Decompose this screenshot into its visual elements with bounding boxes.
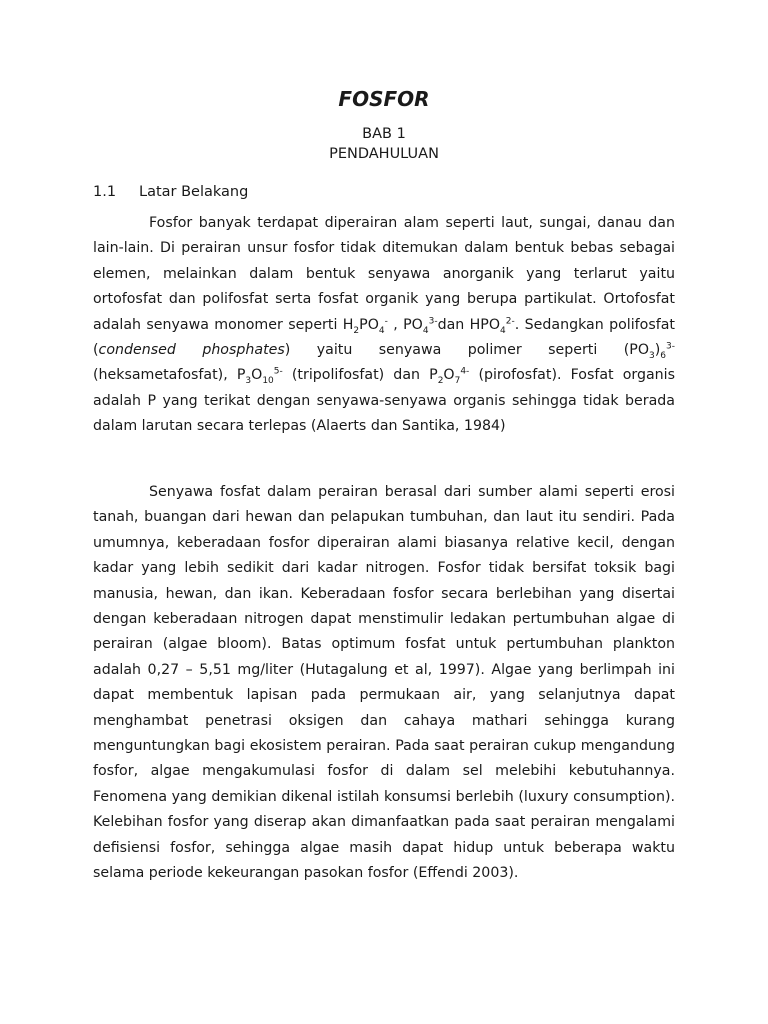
subscript: 10 bbox=[262, 376, 274, 387]
subscript: 6 bbox=[660, 350, 667, 361]
section-heading bbox=[93, 182, 248, 202]
paragraph-text: ) bbox=[654, 342, 661, 359]
subscript: 4 bbox=[378, 325, 385, 336]
paragraph-text: O bbox=[251, 367, 263, 384]
paragraph-text: (heksametafosfat), P bbox=[93, 367, 246, 384]
paragraph-text: . Sedangkan polifosfat ( bbox=[93, 316, 675, 359]
subscript: 2 bbox=[353, 325, 360, 336]
italic-term: condensed phosphates bbox=[98, 342, 285, 359]
chapter-title: PENDAHULUAN bbox=[329, 146, 439, 162]
paragraph-text: (pirofosfat). Fosfat organis adalah P yang terikat dengan senyawa-senyawa organis sehingga tidak berada dalam larutan secara terlepas (Alaerts dan Santika, 1984) bbox=[93, 367, 676, 435]
paragraph-text: (tripolifosfat) dan P bbox=[282, 367, 438, 384]
document-title: FOSFOR bbox=[338, 87, 430, 111]
paragraph-text: O bbox=[443, 367, 455, 384]
subscript: 3 bbox=[245, 376, 252, 387]
superscript: 4- bbox=[460, 366, 470, 377]
paragraph-text: ) yaitu senyawa polimer seperti (PO bbox=[284, 342, 649, 359]
paragraph-text: Fosfor banyak terdapat diperairan alam seperti laut, sungai, danau dan lain-lain. Di perairan unsur fosfor tidak ditemukan dalam bentuk bebas sebagai elemen, melainkan dalam bentuk senyawa anorganik yang terlarut yaitu ortofosfat dan polifosfat serta fosfat organik yang berupa partikulat. Ortofosfat adalah senyawa monomer seperti H bbox=[93, 215, 675, 333]
superscript: 2- bbox=[505, 315, 515, 326]
superscript: 5- bbox=[273, 366, 283, 377]
paragraph-text: Senyawa fosfat dalam perairan berasal dari sumber alami seperti erosi tanah, buangan dari hewan dan pelapukan tumbuhan, dan laut itu sendiri. Pada umumnya, keberadaan fosfor diperairan alami biasanya relative kecil, dengan kadar yang lebih sedikit dari kadar nitrogen. Fosfor tidak bersifat toksik bagi manusia, hewan, dan ikan. Keberadaan fosfor secara berlebihan yang disertai dengan keberadaan nitrogen dapat menstimulir ledakan pertumbuhan algae di perairan (algae bloom). Batas optimum fosfat untuk pertumbuhan plankton adalah 0,27 – 5,51 mg/liter (Hutagalung et al, 1997). Algae yang berlimpah ini dapat membentuk lapisan pada permukaan air, yang selanjutnya dapat menghambat penetrasi oksigen dan cahaya mathari sehingga kurang menguntungkan bagi ekosistem perairan. Pada saat perairan cukup mengandung fosfor, algae mengakumulasi fosfor di dalam sel melebihi kebutuhannya. Fenomena yang demikian dikenal istilah konsumsi berlebih (luxury consumption). Kelebihan fosfor yang diserap akan dimanfaatkan pada saat perairan mengalami defisiensi fosfor, sehingga algae masih dapat hidup untuk beberapa waktu selama periode kekeurangan pasokan fosfor (Effendi 2003). bbox=[93, 484, 675, 882]
superscript: 3- bbox=[428, 315, 438, 326]
subscript: 7 bbox=[454, 376, 461, 387]
subscript: 3 bbox=[649, 350, 655, 361]
subscript: 2 bbox=[437, 376, 444, 387]
paragraph-text: , PO bbox=[387, 316, 423, 333]
paragraph-phosphorus-forms bbox=[93, 211, 675, 440]
paragraph-phosphate-sources bbox=[93, 480, 675, 887]
subscript: 4 bbox=[422, 325, 429, 336]
paragraph-text: PO bbox=[359, 316, 379, 333]
subscript: 4 bbox=[500, 325, 506, 336]
section-title: Latar Belakang bbox=[139, 184, 249, 200]
superscript: 3- bbox=[666, 341, 675, 352]
superscript: - bbox=[384, 315, 388, 326]
chapter-number: BAB 1 bbox=[362, 126, 406, 142]
paragraph-text: dan HPO bbox=[437, 316, 501, 333]
section-number: 1.1 bbox=[93, 184, 117, 200]
